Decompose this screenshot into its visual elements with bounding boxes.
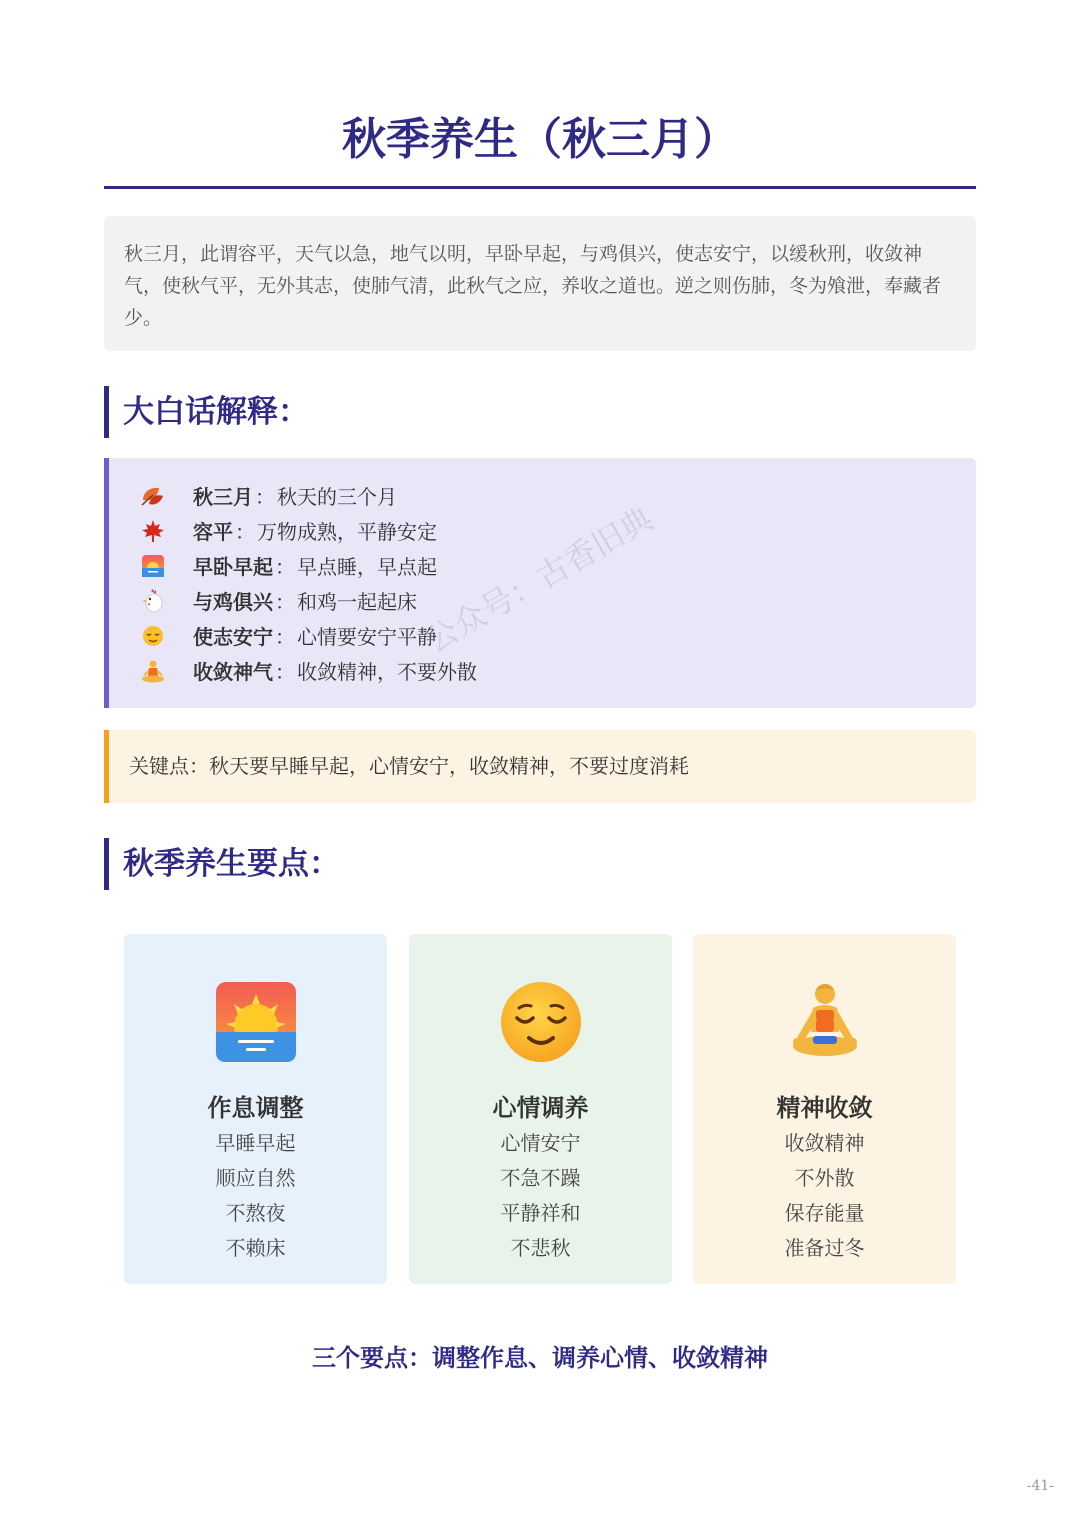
term-meaning: 秋天的三个月 bbox=[277, 485, 397, 509]
rooster-icon bbox=[139, 589, 167, 613]
fallen-leaf-icon bbox=[139, 484, 167, 508]
card-item: 不悲秋 bbox=[510, 1236, 571, 1260]
term-row bbox=[139, 478, 976, 513]
term-separator: ： bbox=[275, 660, 295, 684]
term-meaning: 和鸡一起起床 bbox=[297, 590, 417, 614]
term-separator: ： bbox=[255, 485, 275, 509]
card-title: 精神收敛 bbox=[776, 1094, 873, 1122]
page-number: -41- bbox=[1026, 1478, 1054, 1494]
page-title: 秋季养生（秋三月） bbox=[342, 114, 738, 165]
term-meaning: 万物成熟，平静安定 bbox=[257, 520, 437, 544]
card-item: 不急不躁 bbox=[500, 1166, 581, 1190]
term-separator: ： bbox=[275, 590, 295, 614]
card-item: 早睡早起 bbox=[215, 1131, 296, 1155]
card-items bbox=[124, 1126, 387, 1266]
explain-heading: 大白话解释： bbox=[104, 386, 309, 438]
card-item: 准备过冬 bbox=[784, 1236, 865, 1260]
sunrise-icon bbox=[139, 554, 167, 578]
summary-text: 三个要点：调整作息、调养心情、收敛精神 bbox=[312, 1344, 768, 1372]
term-meaning: 早点睡，早点起 bbox=[297, 555, 437, 579]
card-title: 心情调养 bbox=[492, 1094, 589, 1122]
explain-box bbox=[104, 458, 976, 708]
term-row bbox=[139, 618, 976, 653]
card-spirit bbox=[693, 934, 956, 1284]
term-separator: ： bbox=[235, 520, 255, 544]
term-name: 使志安宁 bbox=[193, 625, 273, 649]
term-row bbox=[139, 583, 976, 618]
card-items bbox=[409, 1126, 672, 1266]
term-row bbox=[139, 653, 976, 688]
maple-leaf-icon bbox=[139, 519, 167, 543]
term-meaning: 心情要安宁平静 bbox=[297, 625, 437, 649]
term-name: 与鸡俱兴 bbox=[193, 590, 273, 614]
relieved-face-icon bbox=[139, 624, 167, 648]
card-item: 不赖床 bbox=[225, 1236, 286, 1260]
term-name: 早卧早起 bbox=[193, 555, 273, 579]
card-item: 收敛精神 bbox=[784, 1131, 865, 1155]
points-heading: 秋季养生要点： bbox=[104, 838, 340, 890]
card-item: 顺应自然 bbox=[215, 1166, 296, 1190]
card-item: 保存能量 bbox=[784, 1201, 865, 1225]
term-row bbox=[139, 548, 976, 583]
relieved-face-icon bbox=[499, 980, 583, 1064]
sunrise-icon bbox=[214, 980, 298, 1064]
card-items bbox=[693, 1126, 956, 1266]
term-name: 容平 bbox=[193, 520, 233, 544]
key-point-callout: 关键点：秋天要早睡早起，心情安宁，收敛精神，不要过度消耗 bbox=[104, 730, 976, 803]
term-name: 收敛神气 bbox=[193, 660, 273, 684]
card-item: 心情安宁 bbox=[500, 1131, 581, 1155]
title-divider bbox=[104, 186, 976, 189]
card-mood bbox=[409, 934, 672, 1284]
card-item: 不外散 bbox=[794, 1166, 855, 1190]
card-schedule bbox=[124, 934, 387, 1284]
term-separator: ： bbox=[275, 625, 295, 649]
watermark: 公众号：古香旧典 bbox=[418, 499, 660, 661]
card-item: 不熬夜 bbox=[225, 1201, 286, 1225]
card-title: 作息调整 bbox=[207, 1094, 304, 1122]
term-meaning: 收敛精神，不要外散 bbox=[297, 660, 477, 684]
term-separator: ： bbox=[275, 555, 295, 579]
card-item: 平静祥和 bbox=[500, 1201, 581, 1225]
term-name: 秋三月 bbox=[193, 485, 253, 509]
classic-quote: 秋三月，此谓容平，天气以急，地气以明，早卧早起，与鸡俱兴，使志安宁，以缓秋刑，收敛神气，使秋气平，无外其志，使肺气清，此秋气之应，养收之道也。逆之则伤肺，冬为飧泄，奉藏者少。 bbox=[104, 216, 976, 351]
meditation-icon bbox=[139, 659, 167, 683]
term-row bbox=[139, 513, 976, 548]
meditation-icon bbox=[783, 980, 867, 1064]
